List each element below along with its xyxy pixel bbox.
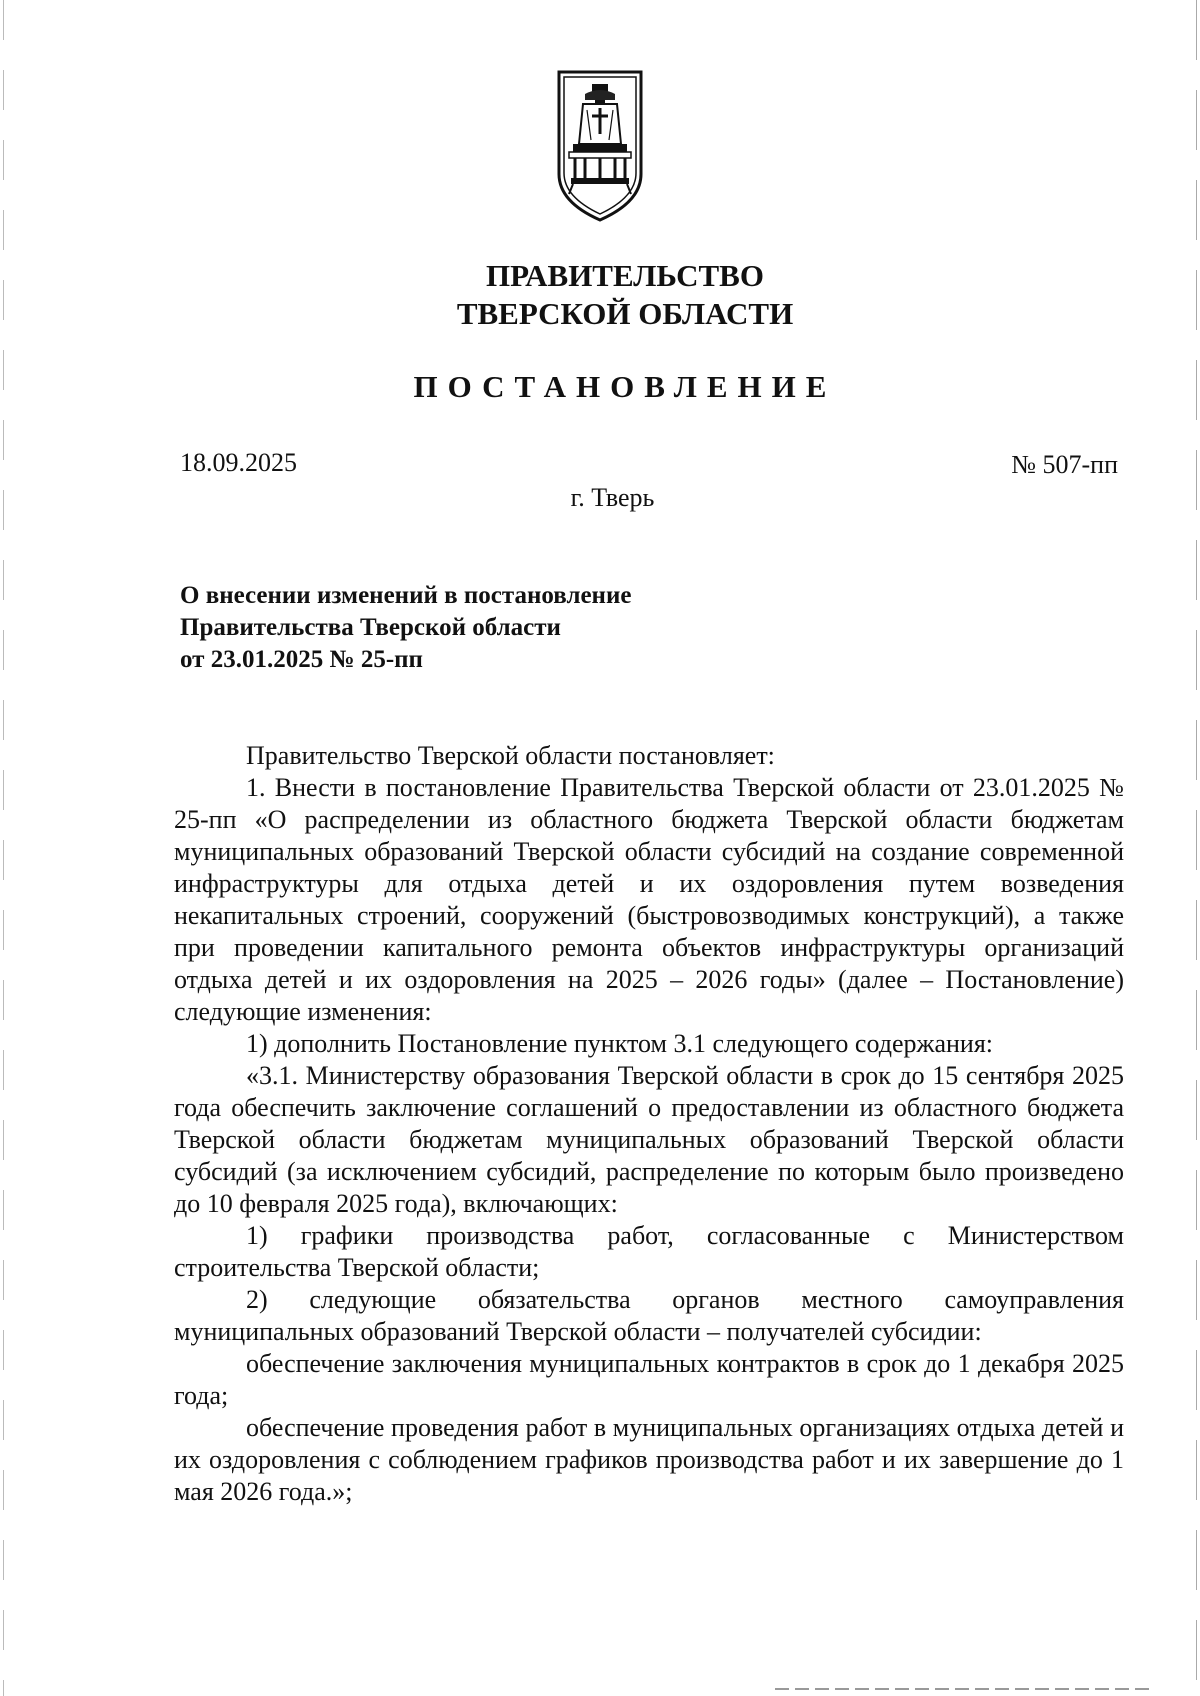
document-body <box>174 740 1124 1508</box>
tver-coat-of-arms-icon <box>555 70 645 222</box>
body-paragraph: 2) следующие обязательства органов местного самоуправления муниципальных образований Тверской области – получателей субсидии: <box>174 1285 1124 1346</box>
scan-edge-right <box>1196 0 1197 1696</box>
body-paragraph: Правительство Тверской области постановляет: <box>246 741 775 770</box>
body-paragraph: 1) дополнить Постановление пунктом 3.1 следующего содержания: <box>246 1029 994 1058</box>
document-number: № 507-пп <box>1011 450 1118 479</box>
body-paragraph: обеспечение заключения муниципальных контрактов в срок до 1 декабря 2025 года; <box>174 1349 1124 1410</box>
org-name-line-2: ТВЕРСКОЙ ОБЛАСТИ <box>456 296 794 331</box>
subject-line: Правительства Тверской области <box>180 614 561 641</box>
body-paragraph: 1) графики производства работ, согласованные с Министерством строительства Тверской области; <box>174 1221 1124 1282</box>
subject-line: О внесении изменений в постановление <box>180 582 632 609</box>
scan-footer-marks <box>775 1688 1155 1690</box>
body-paragraph: 1. Внести в постановление Правительства Тверской области от 23.01.2025 № 25-пп «О распределении из областного бюджета Тверской области бюджетам муниципальных образований Тверской области субсидий на создание современной инфраструктуры для отдыха детей и их оздоровления путем возведения некапитальных строений, сооружений (быстровозводимых конструкций), а также при проведении капитального ремонта объектов инфраструктуры организаций отдыха детей и их оздоровления на 2025 – 2026 годы» (далее – Постановление) следующие изменения: <box>174 773 1124 1026</box>
document-city: г. Тверь <box>570 483 655 512</box>
subject-line: от 23.01.2025 № 25-пп <box>180 646 423 673</box>
document-type-title: ПОСТАНОВЛЕНИЕ <box>413 369 837 404</box>
document-subject <box>180 580 631 676</box>
org-name-line-1: ПРАВИТЕЛЬСТВО <box>486 258 764 293</box>
body-paragraph: обеспечение проведения работ в муниципальных организациях отдыха детей и их оздоровления с соблюдением графиков производства работ и их завершение до 1 мая 2026 года.»; <box>174 1413 1124 1506</box>
scan-edge-left <box>3 0 4 1696</box>
body-paragraph: «3.1. Министерству образования Тверской области в срок до 15 сентября 2025 года обеспечить заключение соглашений о предоставлении из областного бюджета Тверской области бюджетам муниципальных образований Тверской области субсидий (за исключением субсидий, распределение по которым было произведено до 10 февраля 2025 года), включающих: <box>174 1061 1124 1218</box>
document-date: 18.09.2025 <box>180 448 297 477</box>
